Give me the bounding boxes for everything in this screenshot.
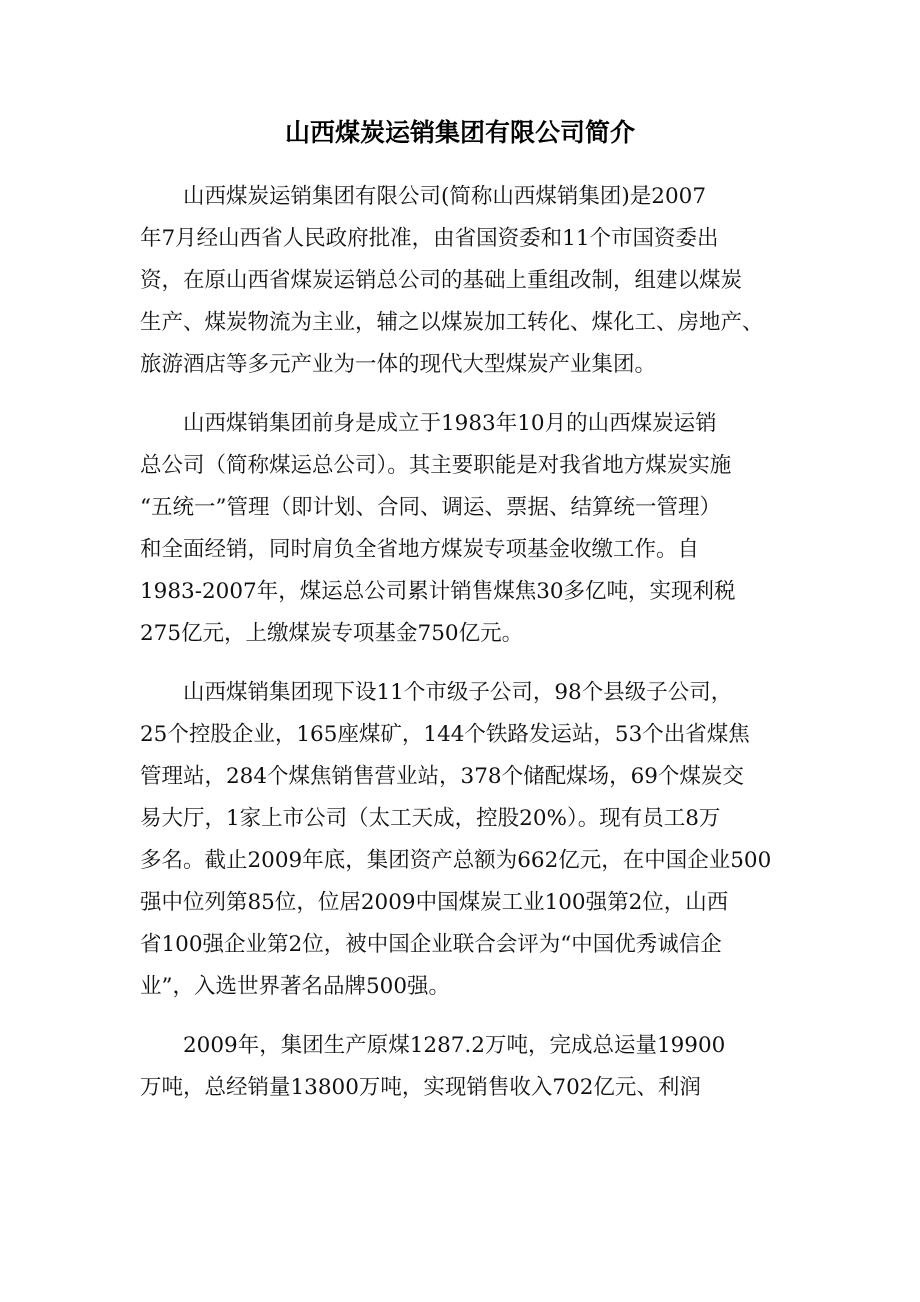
document-title: 山西煤炭运销集团有限公司简介 xyxy=(284,118,635,147)
text-line: 生产、煤炭物流为主业，辅之以煤炭加工转化、煤化工、房地产、 xyxy=(140,310,764,335)
text-line: 山西煤销集团现下设11个市级子公司，98个县级子公司， xyxy=(183,680,733,705)
text-line: 和全面经销，同时肩负全省地方煤炭专项基金收缴工作。自 xyxy=(140,537,700,562)
text-line: 旅游酒店等多元产业为一体的现代大型煤炭产业集团。 xyxy=(140,352,657,377)
text-line: 万吨，总经销量13800万吨，实现销售收入702亿元、利润 xyxy=(140,1075,701,1100)
text-line: 强中位列第85位，位居2009中国煤炭工业100强第2位，山西 xyxy=(140,890,729,915)
text-line: 总公司（简称煤运总公司）。其主要职能是对我省地方煤炭实施 xyxy=(140,453,732,478)
text-line: 1983-2007年，煤运总公司累计销售煤焦30多亿吨，实现利税 xyxy=(140,579,736,604)
paragraph-structure xyxy=(140,672,790,1008)
text-line: 资，在原山西省煤炭运销总公司的基础上重组改制，组建以煤炭 xyxy=(140,268,743,293)
paragraph-intro xyxy=(140,176,790,386)
text-line: 易大厅，1家上市公司（太工天成，控股20%）。现有员工8万 xyxy=(140,806,721,831)
paragraph-2009-results xyxy=(140,1025,790,1109)
text-line: 多名。截止2009年底，集团资产总额为662亿元，在中国企业500 xyxy=(140,848,772,873)
text-line: 275亿元，上缴煤炭专项基金750亿元。 xyxy=(140,621,524,646)
text-line: “五统一”管理（即计划、合同、调运、票据、结算统一管理） xyxy=(140,495,721,520)
text-line: 省100强企业第2位，被中国企业联合会评为“中国优秀诚信企 xyxy=(140,932,722,957)
paragraph-history xyxy=(140,403,790,655)
text-line: 25个控股企业，165座煤矿，144个铁路发运站，53个出省煤焦 xyxy=(140,722,750,747)
text-line: 管理站，284个煤焦销售营业站，378个储配煤场，69个煤炭交 xyxy=(140,764,744,789)
text-line: 2009年，集团生产原煤1287.2万吨，完成总运量19900 xyxy=(183,1033,726,1058)
document-body xyxy=(140,176,790,1126)
text-line: 山西煤销集团前身是成立于1983年10月的山西煤炭运销 xyxy=(183,411,717,436)
text-line: 业”，入选世界著名品牌500强。 xyxy=(140,974,451,999)
text-line: 年7月经山西省人民政府批准，由省国资委和11个市国资委出 xyxy=(140,226,719,251)
text-line: 山西煤炭运销集团有限公司(简称山西煤销集团)是2007 xyxy=(183,184,706,209)
